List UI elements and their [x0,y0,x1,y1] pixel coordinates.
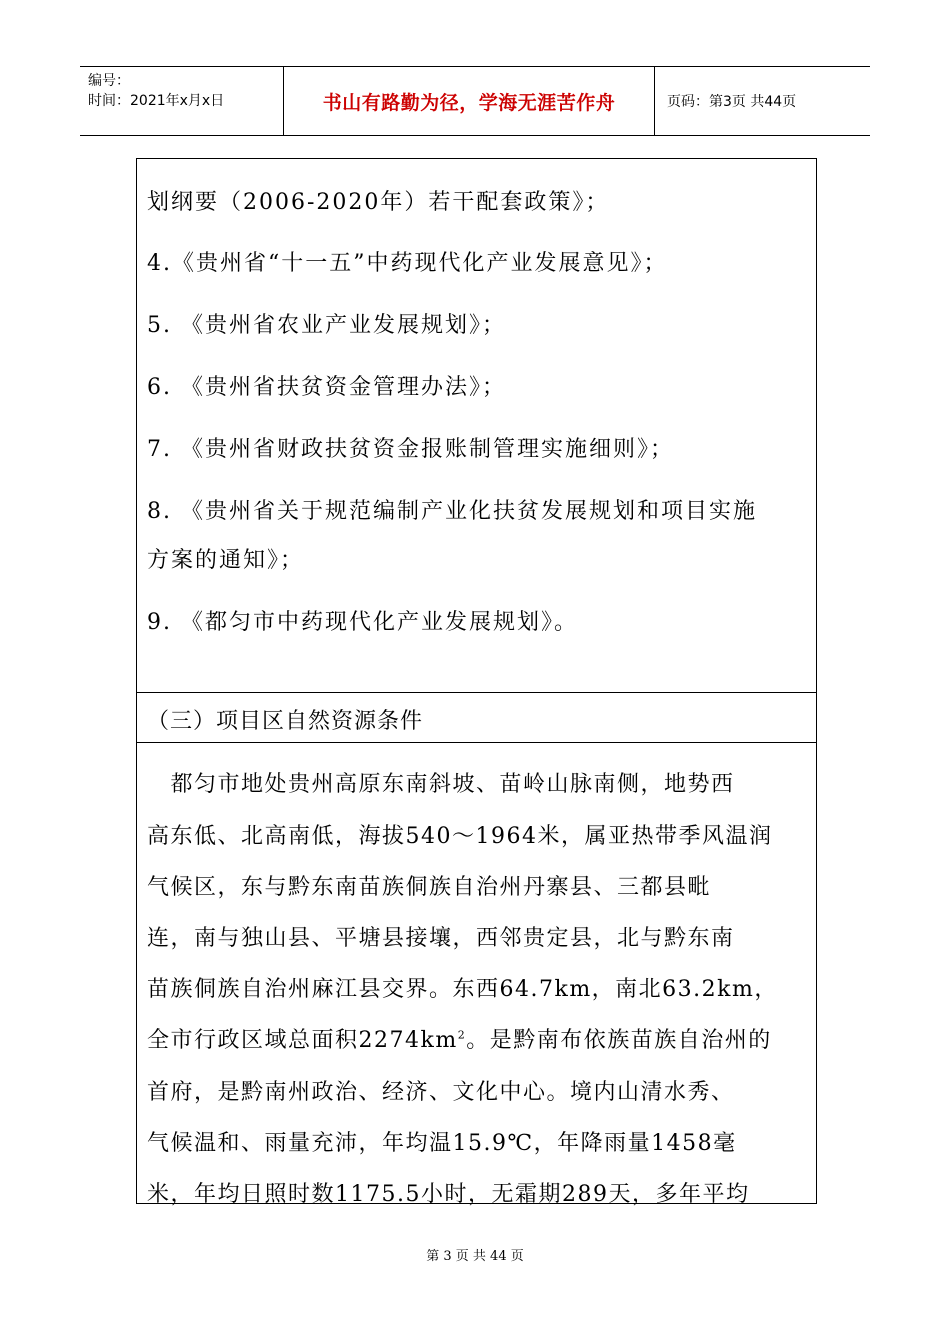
header-motto-cell [283,67,655,135]
paragraph-line: 苗族侗族自治州麻江县交界。东西64.7km，南北63.2km， [147,977,778,1002]
policy-line: 划纲要（2006-2020年）若干配套政策》； [147,190,610,215]
policy-line: 6. 《贵州省扶贫资金管理办法》； [147,375,506,400]
paragraph-text: 全市行政区域总面积2274km [147,1028,458,1053]
page-footer: 第 3 页 共 44 页 [426,1249,524,1264]
policy-line: 方案的通知》； [147,548,305,573]
policy-line: 9. 《都匀市中药现代化产业发展规划》。 [147,610,578,635]
paragraph-text: 。是黔南布依族苗族自治州的 [466,1028,772,1053]
paragraph-line [147,1023,772,1054]
policy-list-cell [137,159,816,693]
policy-line: 7. 《贵州省财政扶贫资金报账制管理实施细则》； [147,437,674,462]
section-heading: （三）项目区自然资源条件 [147,709,424,734]
policy-line: 8. 《贵州省关于规范编制产业化扶贫发展规划和项目实施 [147,499,757,524]
number-label: 编号： [88,73,130,89]
policy-line: 5. 《贵州省农业产业发展规划》； [147,313,506,338]
superscript: 2 [457,1028,467,1042]
paragraph-line: 首府，是黔南州政治、经济、文化中心。境内山清水秀、 [147,1080,735,1105]
section-heading-cell [137,692,816,743]
paragraph-line: 都匀市地处贵州高原东南斜坡、苗岭山脉南侧，地势西 [147,772,735,797]
natural-resources-cell [137,743,816,1205]
document-table [136,158,817,1207]
paragraph-line: 连，南与独山县、平塘县接壤，西邻贵定县，北与黔东南 [147,926,735,951]
paragraph-line: 气候区，东与黔东南苗族侗族自治州丹寨县、三都县毗 [147,875,712,900]
paragraph-line: 米，年均日照时数1175.5小时，无霜期289天，多年平均 [147,1182,750,1207]
page-header [80,66,870,136]
header-page-info: 页码：第3页 共44页 [667,94,797,110]
paragraph-line: 气候温和、雨量充沛，年均温15.9℃，年降雨量1458毫 [147,1131,737,1156]
time-label: 时间：2021年x月x日 [88,93,225,109]
paragraph-line: 高东低、北高南低，海拔540～1964米，属亚热带季风温润 [147,824,773,849]
policy-line: 4.《贵州省“十一五”中药现代化产业发展意见》； [147,251,668,276]
header-motto: 书山有路勤为径，学海无涯苦作舟 [322,91,616,114]
header-meta [80,67,283,135]
